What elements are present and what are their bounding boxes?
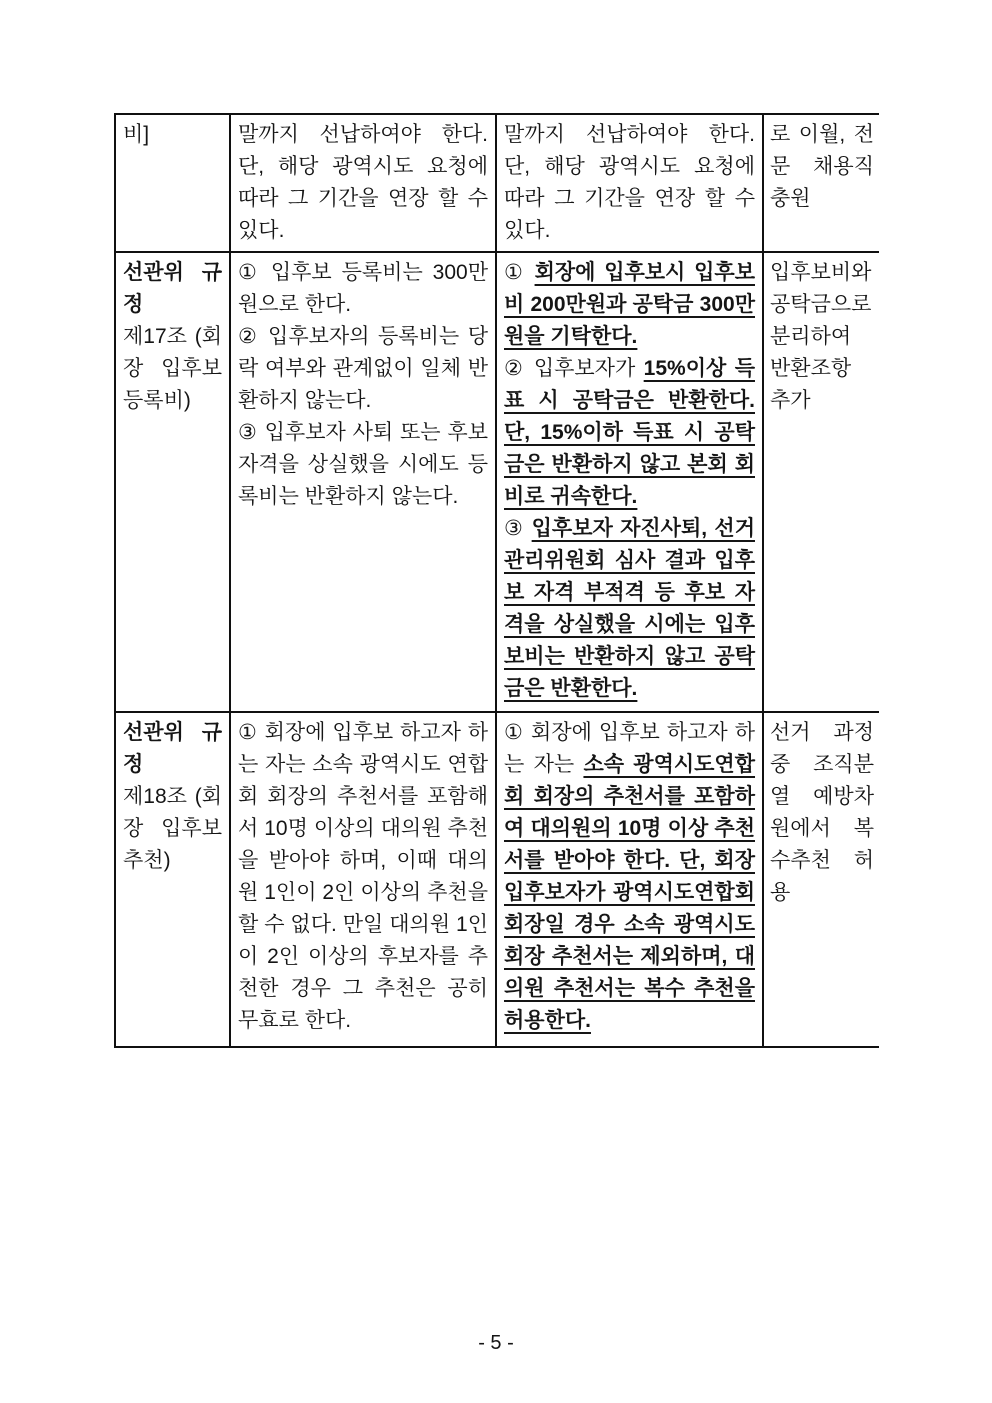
table-row xyxy=(115,712,879,1047)
text-segment: 비] xyxy=(123,123,150,146)
paragraph xyxy=(238,321,488,417)
paragraph xyxy=(770,119,874,215)
paragraph xyxy=(770,257,874,417)
text-segment: 제18조 (회장 입후보 추천) xyxy=(123,785,222,872)
paragraph xyxy=(123,717,222,781)
current-provision-cell xyxy=(230,252,496,712)
text-segment: ③ xyxy=(504,517,532,540)
paragraph xyxy=(238,257,488,321)
text-segment: 말까지 선납하여야 한다. 단, 해당 광역시도 요청에 따라 그 기간을 연장 할 수 있다. xyxy=(504,123,755,242)
remarks-cell xyxy=(763,114,879,252)
revised-emphasis-text: 회장에 입후보시 입후보비 200만원과 공탁금 300만원을 기탁한다. xyxy=(504,261,755,348)
text-segment: 로 이월, 전문 채용직 충원 xyxy=(770,123,874,210)
paragraph xyxy=(123,119,222,151)
paragraph xyxy=(238,119,488,247)
paragraph xyxy=(123,781,222,877)
text-segment: ① xyxy=(504,261,535,284)
text-segment: ① 회장에 입후보 하고자 하는 자는 xyxy=(504,721,755,776)
table-row xyxy=(115,252,879,712)
text-segment: 제17조 (회장 입후보 등록비) xyxy=(123,325,222,412)
paragraph xyxy=(770,717,874,909)
article-label-cell xyxy=(115,252,230,712)
article-label-cell xyxy=(115,114,230,252)
text-segment: ① 회장에 입후보 하고자 하는 자는 소속 광역시도 연합회 회장의 추천서를 포함해서 10명 이상의 대의원 추천을 받아야 하며, 이때 대의원 1인이 2인 이상의 추천을 할 수 없다. 만일 대의원 1인이 2인 이상의 후보자를 추천한 경우 그 추천은 공히 무효로 한다. xyxy=(238,721,488,1032)
page-number: - 5 - xyxy=(478,1332,514,1354)
remarks-cell xyxy=(763,252,879,712)
text-segment: 말까지 선납하여야 한다. 단, 해당 광역시도 요청에 따라 그 기간을 연장 할 수 있다. xyxy=(238,123,488,242)
text-segment: ② 입후보자가 xyxy=(504,357,644,380)
text-segment: ② 입후보자의 등록비는 당락 여부와 관계없이 일체 반환하지 않는다. xyxy=(238,325,488,412)
paragraph xyxy=(123,321,222,417)
revised-provision-cell xyxy=(496,114,763,252)
text-segment: 입후보비와 공탁금으로 분리하여 반환조항 추가 xyxy=(770,261,872,412)
paragraph xyxy=(238,417,488,513)
paragraph xyxy=(504,119,755,247)
current-provision-cell xyxy=(230,114,496,252)
revised-emphasis-text: 소속 광역시도연합회 회장의 추천서를 포함하여 대의원의 10명 이상 추천서를 받아야 한다. 단, 회장 입후보자가 광역시도연합회 회장일 경우 소속 광역시도 회장 추천서는 제외하며, 대의원 추천서는 복수 추천을 허용한다. xyxy=(504,753,756,1032)
text-segment: ① 입후보 등록비는 300만원으로 한다. xyxy=(238,261,488,316)
revised-provision-cell xyxy=(496,252,763,712)
paragraph xyxy=(238,717,488,1037)
text-segment: 선관위 규정 xyxy=(123,261,222,316)
paragraph xyxy=(504,353,755,513)
text-segment: 선거 과정 중 조직분열 예방차원에서 복수추천 허용 xyxy=(770,721,874,904)
table-row xyxy=(115,114,879,252)
remarks-cell xyxy=(763,712,879,1047)
revised-emphasis-text: 입후보자 자진사퇴, 선거관리위원회 심사 결과 입후보 자격 부적격 등 후보 자격을 상실했을 시에는 입후보비는 반환하지 않고 공탁금은 반환한다. xyxy=(504,517,755,700)
article-label-cell xyxy=(115,712,230,1047)
text-segment: 선관위 규정 xyxy=(123,721,222,776)
current-provision-cell xyxy=(230,712,496,1047)
paragraph xyxy=(504,717,755,1037)
paragraph xyxy=(123,257,222,321)
paragraph xyxy=(504,257,755,353)
revised-emphasis-text: 15%이상 득표 시 공탁금은 반환한다. 단, 15%이하 득표 시 공탁금은 반환하지 않고 본회 회비로 귀속한다. xyxy=(504,357,755,508)
amendment-comparison-table xyxy=(114,113,879,1048)
paragraph xyxy=(504,513,755,705)
revised-provision-cell xyxy=(496,712,763,1047)
text-segment: ③ 입후보자 사퇴 또는 후보 자격을 상실했을 시에도 등록비는 반환하지 않는다. xyxy=(238,421,488,508)
